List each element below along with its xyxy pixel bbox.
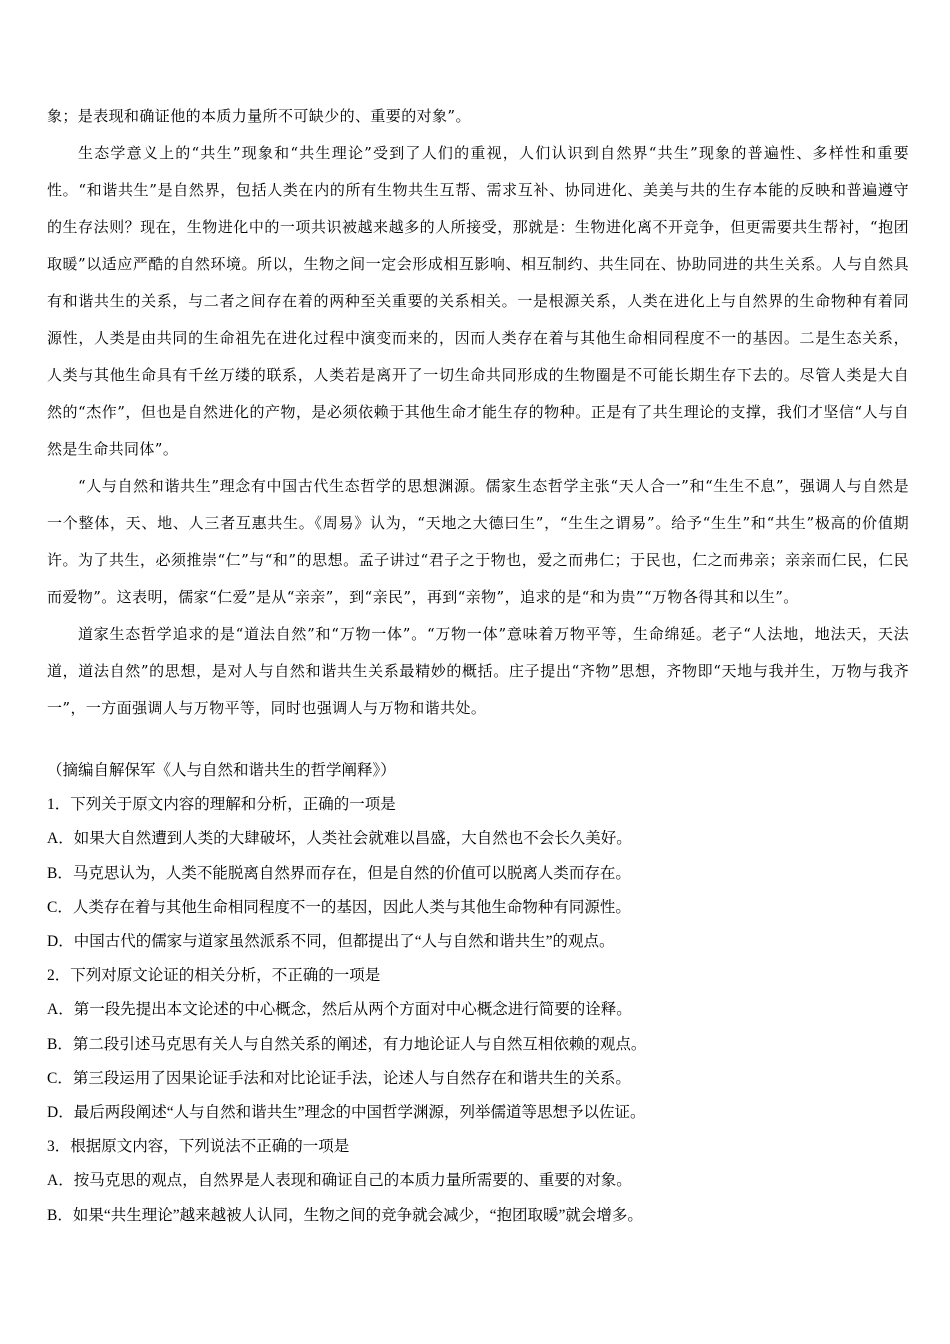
passage-paragraph-3: “人与自然和谐共生”理念有中国古代生态哲学的思想渊源。儒家生态哲学主张“天人合一”和“生生不息”，强调人与自然是一个整体，天、地、人三者互惠共生。《周易》认为，“天地之大德曰生”，“生生之谓易”。给予“生生”和“共生”极高的价值期许。为了共生，必须推崇“仁”与“和”的思想。孟子讲过“君子之于物也，爱之而弗仁；于民也，仁之而弗亲；亲亲而仁民，仁民而爱物”。这表明，儒家“仁爱”是从“亲亲”，到“亲民”，再到“亲物”，追求的是“和为贵”“万物各得其和以生”。 [47,477,909,606]
question-2-option-d: D．最后两段阐述“人与自然和谐共生”理念的中国哲学渊源，列举儒道等思想予以佐证。 [47,1104,646,1122]
question-2-stem: 2．下列对原文论证的相关分析，不正确的一项是 [47,967,381,985]
question-section [47,754,909,1233]
question-1-stem: 1．下列关于原文内容的理解和分析，正确的一项是 [47,796,396,814]
question-1-option-d: D．中国古代的儒家与道家虽然派系不同，但都提出了“人与自然和谐共生”的观点。 [47,933,615,951]
question-1-option-c: C．人类存在着与其他生命相同程度不一的基因，因此人类与其他生命物种有同源性。 [47,898,631,916]
question-1-option-a: A．如果大自然遭到人类的大肆破坏，人类社会就难以昌盛，大自然也不会长久美好。 [47,830,632,848]
question-3-option-a: A．按马克思的观点，自然界是人表现和确证自己的本质力量所需要的、重要的对象。 [47,1172,632,1190]
question-3-stem: 3．根据原文内容，下列说法不正确的一项是 [47,1138,350,1156]
question-2-option-a: A．第一段先提出本文论述的中心概念，然后从两个方面对中心概念进行简要的诠释。 [47,1001,632,1019]
question-2-option-b: B．第二段引述马克思有关人与自然关系的阐述，有力地论证人与自然互相依赖的观点。 [47,1035,647,1053]
question-1-option-b: B．马克思认为，人类不能脱离自然界而存在，但是自然的价值可以脱离人类而存在。 [47,864,631,882]
source-note: （摘编自解保军《人与自然和谐共生的哲学阐释》） [47,762,396,779]
passage-paragraph-4: 道家生态哲学追求的是“道法自然”和“万物一体”。“万物一体”意味着万物平等，生命绵延。老子“人法地，地法天，天法道，道法自然”的思想，是对人与自然和谐共生关系最精妙的概括。庄子提出“齐物”思想，齐物即“天地与我并生，万物与我齐一”，一方面强调人与万物平等，同时也强调人与万物和谐共处。 [47,625,909,717]
question-3-option-b: B．如果“共生理论”越来越被人认同，生物之间的竞争就会减少，“抱团取暖”就会增多。 [47,1206,643,1224]
passage-paragraph-1: 象；是表现和确证他的本质力量所不可缺少的、重要的对象”。 [47,107,471,125]
reading-passage [47,98,909,727]
passage-paragraph-2: 生态学意义上的“共生”现象和“共生理论”受到了人们的重视，人们认识到自然界“共生”现象的普遍性、多样性和重要性。“和谐共生”是自然界，包括人类在内的所有生物共生互帮、需求互补、协同进化、美美与共的生存本能的反映和普遍遵守的生存法则？现在，生物进化中的一项共识被越来越多的人所接受，那就是：生物进化离不开竞争，但更需要共生帮衬，“抱团取暖”以适应严酷的自然环境。所以，生物之间一定会形成相互影响、相互制约、共生同在、协助同进的共生关系。人与自然具有和谐共生的关系，与二者之间存在着的两种至关重要的关系相关。一是根源关系，人类在进化上与自然界的生命物种有着同源性，人类是由共同的生命祖先在进化过程中演变而来的，因而人类存在着与其他生命相同程度不一的基因。二是生态关系，人类与其他生命具有千丝万缕的联系，人类若是离开了一切生命共同形成的生物圈是不可能长期生存下去的。尽管人类是大自然的“杰作”，但也是自然进化的产物，是必须依赖于其他生命才能生存的物种。正是有了共生理论的支撑，我们才坚信“人与自然是生命共同体”。 [47,144,909,458]
question-2-option-c: C．第三段运用了因果论证手法和对比论证手法，论述人与自然存在和谐共生的关系。 [47,1069,631,1087]
